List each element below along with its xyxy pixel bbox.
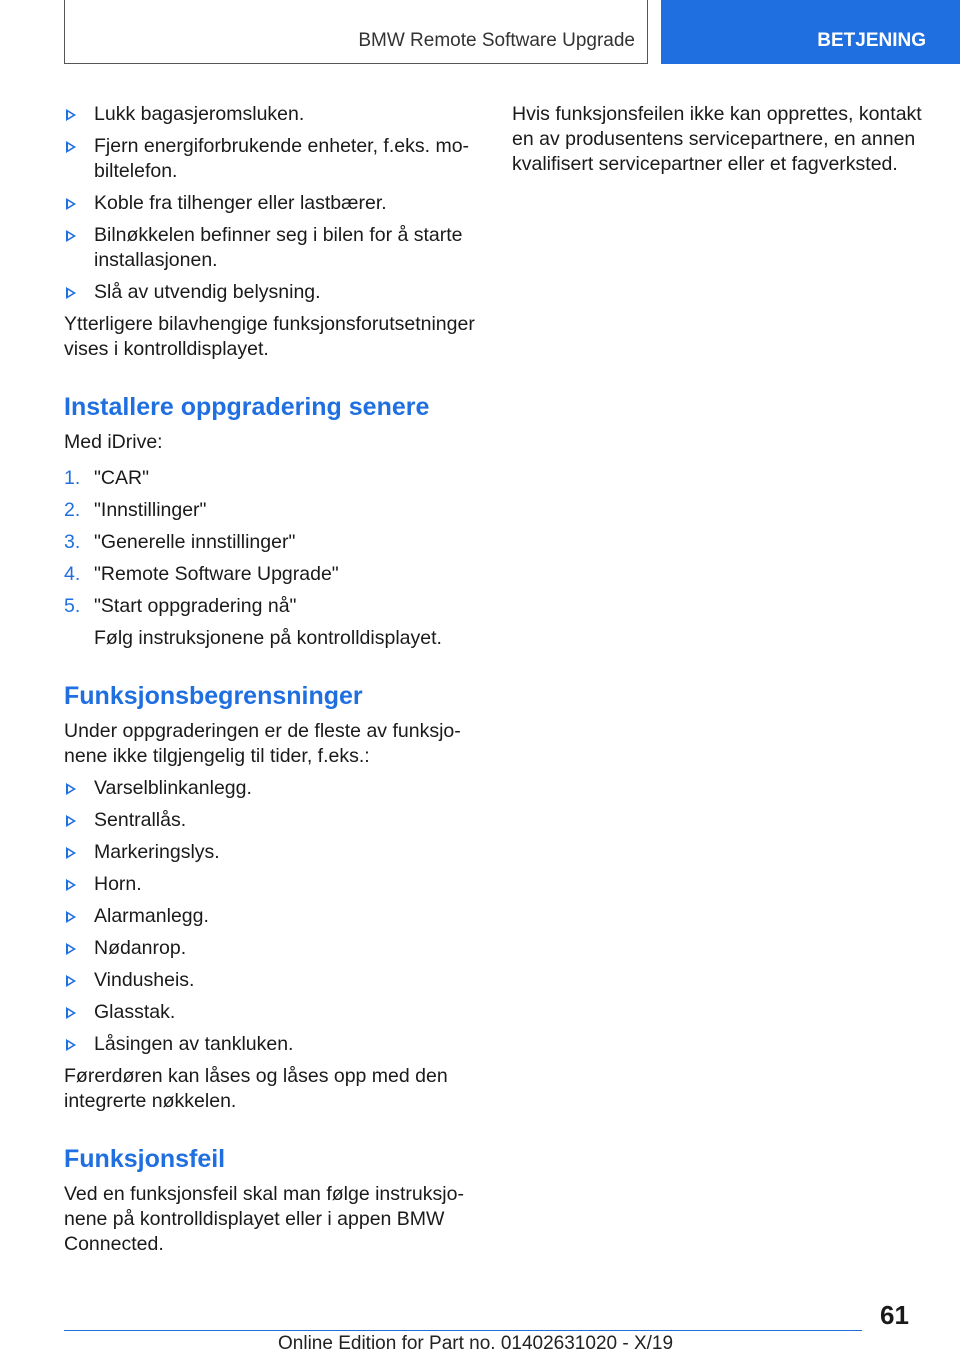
bullet-item [64,776,482,801]
bullet-text: Koble fra tilhenger eller lastbærer. [94,192,387,214]
limitations-intro: Under oppgraderingen er de fleste av funksjonene ikke tilgjengelig til tider, f.eks.: [64,720,461,767]
follow-instructions: Følg instruksjonene på kontrolldisplayet. [94,627,442,649]
step-text: "Innstillinger" [94,499,207,521]
bullet-item [64,280,482,305]
bullet-item [64,1000,482,1025]
triangle-bullet-icon [66,141,76,153]
step-number: 1. [64,467,81,489]
section-tab-label: BETJENING [817,30,926,51]
bullet-item [64,968,482,993]
step-number: 3. [64,531,81,553]
heading-limitations: Funksjonsbegrensninger [64,682,363,710]
bullet-item [64,102,482,127]
step-number: 5. [64,595,81,617]
bullet-text: Alarmanlegg. [94,905,209,927]
bullet-item [64,904,482,929]
bullet-text: Låsingen av tankluken. [94,1033,294,1055]
step-item [64,530,482,555]
bullet-item [64,840,482,865]
bullet-text: Slå av utvendig belysning. [94,281,321,303]
footer-edition: Online Edition for Part no. 01402631020 - X/19 [278,1333,674,1354]
step-text: "Remote Software Upgrade" [94,563,339,585]
triangle-bullet-icon [66,815,76,827]
heading-malfunction: Funksjonsfeil [64,1145,226,1173]
header-box [64,0,648,64]
step-text: "Start oppgradering nå" [94,595,297,617]
step-item [64,562,482,587]
step-text: "Generelle innstillinger" [94,531,296,553]
footer-divider [64,1330,862,1331]
limitations-outro: Førerdøren kan låses og låses opp med den integrerte nøkkelen. [64,1065,448,1112]
bullet-text: Glasstak. [94,1001,176,1023]
bullet-item [64,223,482,273]
bullet-item [64,872,482,897]
step-item [64,466,482,491]
bullet-text: Lukk bagasjeromsluken. [94,103,305,125]
triangle-bullet-icon [66,1007,76,1019]
page-number: 61 [880,1300,909,1330]
bullet-text: Markeringslys. [94,841,220,863]
bullet-item [64,936,482,961]
triangle-bullet-icon [66,975,76,987]
bullet-text: Horn. [94,873,142,895]
step-text: "CAR" [94,467,150,489]
section-tab [661,0,960,64]
conditions-paragraph: Ytterligere bilavhengige funksjonsforutsetninger vises i kontrolldisplayet. [64,313,475,360]
triangle-bullet-icon [66,109,76,121]
bullet-text: Nødanrop. [94,937,187,959]
heading-install-later: Installere oppgradering senere [64,393,430,421]
triangle-bullet-icon [66,847,76,859]
triangle-bullet-icon [66,287,76,299]
bullet-text: Vindusheis. [94,969,195,991]
triangle-bullet-icon [66,1039,76,1051]
step-number: 4. [64,563,81,585]
header-title: BMW Remote Software Upgrade [358,30,635,51]
triangle-bullet-icon [66,879,76,891]
bullet-text: Bilnøkkelen befinner seg i bilen for å starte installasjonen. [94,224,463,271]
bullet-text: Varselblinkanlegg. [94,777,252,799]
right-column [512,102,922,184]
bullet-item [64,1032,482,1057]
install-intro: Med iDrive: [64,431,163,453]
step-item [64,594,482,619]
bullet-item [64,134,482,184]
malfunction-contact-text: Hvis funksjonsfeilen ikke kan opprettes, kontakt en av produsentens servicepartnere, en annen kvalifisert servicepartner eller et fagverksted. [512,103,922,175]
bullet-item [64,191,482,216]
malfunction-text: Ved en funksjonsfeil skal man følge instruksjonene på kontrolldisplayet eller i appen BMW Connected. [64,1183,464,1255]
step-number: 2. [64,499,81,521]
bullet-text: Fjern energiforbrukende enheter, f.eks. mobiltelefon. [94,135,470,182]
triangle-bullet-icon [66,783,76,795]
triangle-bullet-icon [66,230,76,242]
triangle-bullet-icon [66,911,76,923]
triangle-bullet-icon [66,198,76,210]
step-item [64,498,482,523]
bullet-item [64,808,482,833]
left-column [64,102,482,1264]
bullet-text: Sentrallås. [94,809,187,831]
triangle-bullet-icon [66,943,76,955]
